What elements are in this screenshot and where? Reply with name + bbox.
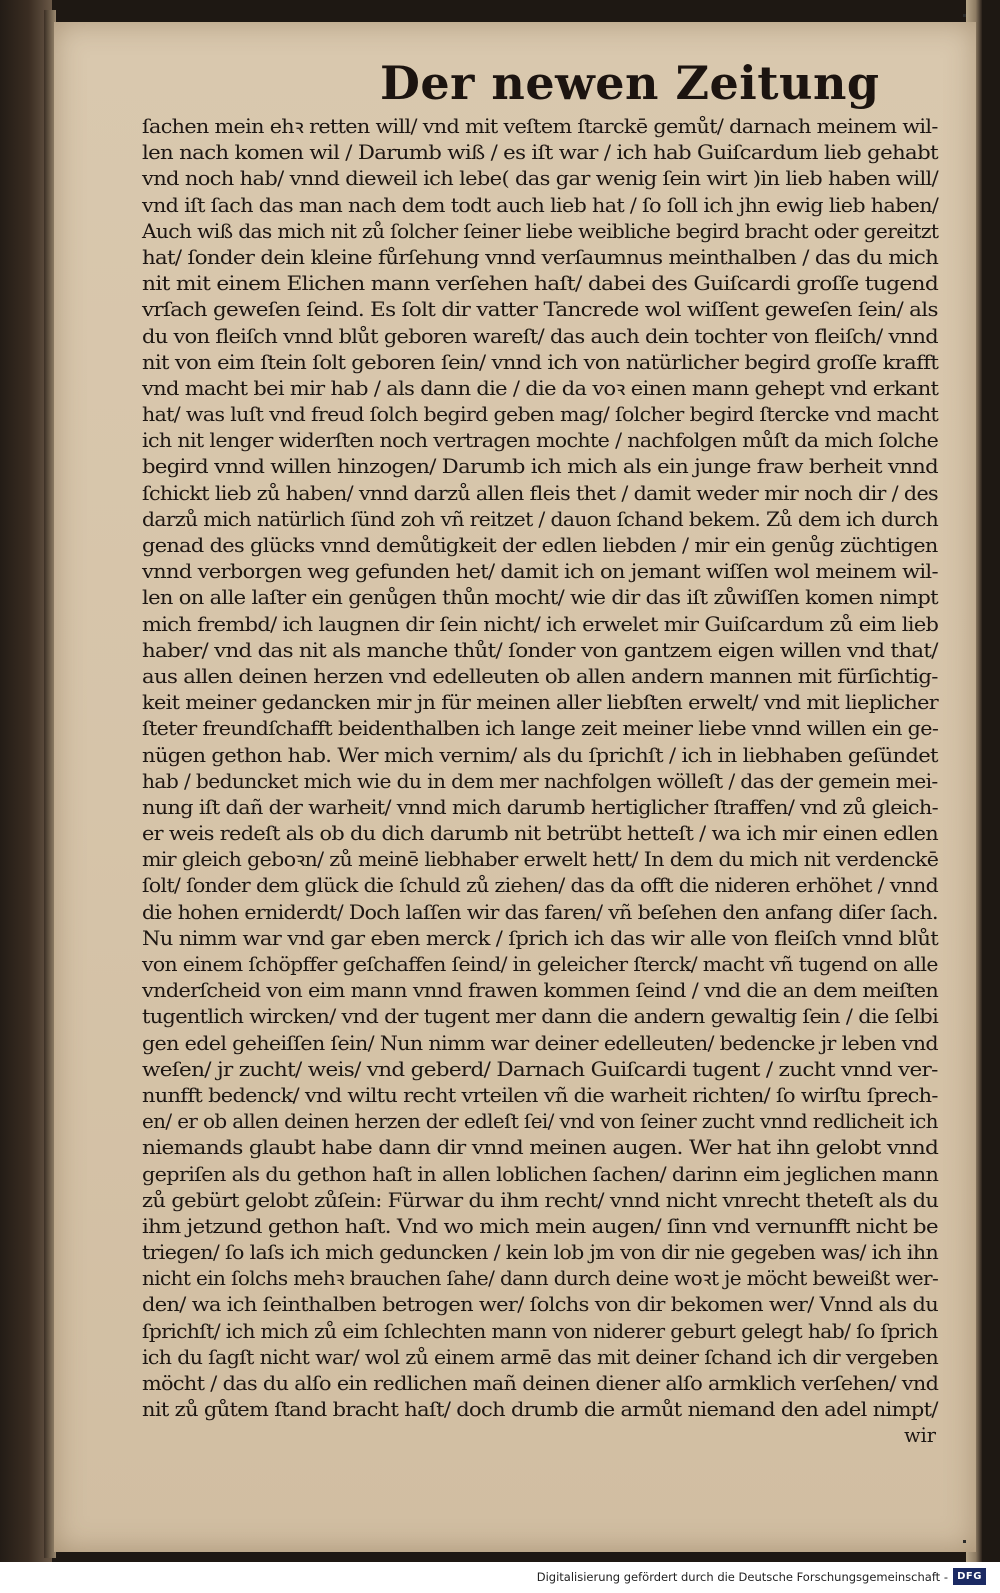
footer	[0, 1562, 1000, 1593]
text-line: zů gebürt gelobt zůſein: Fürwar du ihm recht/ vnnd nicht vnrecht theteſt als du	[142, 1188, 939, 1212]
text-line: hat/ was luſt vnd freud ſolch begird geben mag/ ſolcher begird ſtercke vnd macht	[142, 403, 939, 427]
text-line: gepriſen als du gethon haſt in allen loblichen ſachen/ darinn eim jeglichen mann	[142, 1162, 939, 1186]
corner-marker	[963, 1540, 966, 1543]
text-line: möcht / das du alſo ein redlichen mañ deinen diener alſo armklich verſehen/ vnd	[142, 1372, 939, 1395]
text-line: von einem ſchöpffer geſchaffen ſeind/ in geleicher ſterck/ macht vñ tugend on alle	[142, 953, 938, 976]
text-line: vnnd verborgen weg gefunden het/ damit ich on jemant wiſſen wol meinem wil-	[142, 560, 938, 584]
text-line: vnd iſt ſach das man nach dem todt auch lieb hat / ſo ſoll ich jhn ewig lieb haben/	[142, 193, 939, 217]
text-line: vnd macht bei mir hab / als dann die / die da voꝛ einen mann gehept vnd erkant	[142, 376, 939, 400]
text-line: er weis redeſt als ob du dich darumb nit betrübt hetteſt / wa ich mir einen edlen	[142, 822, 939, 846]
dfg-logo: DFG	[953, 1568, 986, 1585]
text-line: nit zů gůtem ſtand bracht haſt/ doch drumb die armůt niemand den adel nimpt/	[142, 1398, 938, 1422]
text-line: begird vnnd willen hinzogen/ Darumb ich mich als ein junge fraw berheit vnnd	[142, 455, 939, 479]
text-line: mich frembd/ ich laugnen dir ſein nicht/ ich erwelet mir Guiſcardum zů eim lieb	[142, 612, 939, 636]
footer-credit: Digitalisierung gefördert durch die Deutsche Forschungsgemeinschaft -	[536, 1570, 948, 1584]
text-line: vnderſcheid von eim mann vnnd frawen kommen ſeind / vnd die an dem meiſten	[142, 979, 939, 1003]
text-line: aus allen deinen herzen vnd edelleuten ob allen andern mannen mit fürſichtig-	[142, 664, 938, 688]
text-line: triegen/ ſo laſs ich mich geduncken / kein lob jm von dir nie gegeben was/ ich ihn	[142, 1241, 939, 1265]
text-line: ihm jetzund gethon haſt. Vnd wo mich mein augen/ ſinn vnd vernunfft nicht be	[142, 1214, 938, 1238]
text-line: len nach komen wil / Darumb wiß / es iſt war / ich hab Guiſcardum lieb gehabt	[142, 141, 938, 165]
text-line: hab / beduncket mich wie du in dem mer nachfolgen wölleſt / das der gemein mei-	[142, 769, 938, 793]
text-line: nit mit einem Elichen mann verſehen haſt/ dabei des Guiſcardi groſſe tugend	[142, 272, 939, 296]
text-line: mir gleich geboꝛn/ zů meinē liebhaber erwelt hett/ In dem du mich nit verdenckē	[142, 848, 939, 872]
text-line: nügen gethon hab. Wer mich vernim/ als du ſprichſt / ich in liebhaben geſündet	[142, 743, 938, 767]
text-line: den/ wa ich ſeinthalben betrogen wer/ ſolchs von dir bekomen wer/ Vnnd als du	[142, 1293, 939, 1317]
running-head: Der newen Zeitung	[380, 56, 880, 110]
catchword: wir	[904, 1424, 936, 1448]
text-line: weſen/ jr zucht/ weis/ vnd geberd/ Darnach Guiſcardi tugent / zucht vnnd ver-	[142, 1057, 938, 1081]
text-line: nit von eim ſtein ſolt geboren ſein/ vnnd ich von natürlicher begird groſſe krafft	[142, 350, 939, 374]
text-line: nung iſt dañ der warheit/ vnnd mich darumb hertiglicher ſtraffen/ vnd zů gleich-	[142, 795, 939, 819]
corner-marker	[963, 14, 966, 17]
text-line: gen edel geheiſſen ſein/ Nun nimm war deiner edelleuten/ bedencke jr leben vnd	[142, 1031, 938, 1055]
text-line: len on alle laſter ein genůgen thůn mocht/ wie dir das iſt zůwiſſen komen nimpt	[142, 586, 938, 610]
text-line: ich du ſagſt nicht war/ wol zů einem armē das mit deiner ſchand ich dir vergeben	[142, 1345, 939, 1369]
text-line: nunfft bedenck/ vnd wiltu recht vrteilen vñ die warheit richten/ ſo wirſtu ſprech-	[142, 1083, 938, 1107]
text-line: hat/ ſonder dein kleine fůrſehung vnnd verſaumnus meinthalben / das du mich	[142, 245, 939, 269]
text-line: nicht ein ſolchs mehꝛ brauchen ſahe/ dann durch deine woꝛt je möcht beweißt wer-	[142, 1267, 939, 1291]
text-line: Nu nimm war vnd gar eben merck / ſprich ich das wir alle von fleiſch vnnd blůt	[142, 926, 939, 950]
text-block	[142, 114, 942, 1449]
text-line: en/ er ob allen deinen herzen der edleſt ſei/ vnd von ſeiner zucht vnnd redlicheit ich	[142, 1110, 938, 1134]
text-line: haber/ vnd das nit als manche thůt/ ſonder von gantzem eigen willen vnd that/	[142, 638, 938, 662]
text-line: niemands glaubt habe dann dir vnnd meinen augen. Wer hat ihn gelobt vnnd	[142, 1136, 939, 1160]
text-line: ſchickt lieb zů haben/ vnnd darzů allen fleis thet / damit weder mir noch dir / des	[142, 481, 938, 505]
text-line: ſolt/ ſonder dem glück die ſchuld zů ziehen/ das da offt die nideren erhöhet / vnnd	[142, 874, 939, 898]
text-line: darzů mich natürlich ſünd zoh vñ reitzet / dauon ſchand bekem. Zů dem ich durch	[142, 507, 939, 531]
text-line: du von fleiſch vnnd blůt geboren wareſt/ das auch dein tochter von fleiſch/ vnnd	[142, 324, 938, 348]
text-line: ſachen mein ehꝛ retten will/ vnd mit veſtem ſtarckē gemůt/ darnach meinem wil-	[142, 115, 938, 138]
text-line: tugentlich wircken/ vnd der tugent mer dann die andern gewaltig ſein / die ſelbi	[142, 1005, 939, 1029]
text-line: ich nit lenger widerſten noch vertragen mochte / nachfolgen můſt da mich ſolche	[142, 429, 939, 453]
text-line: genad des glücks vnnd demůtigkeit der edlen liebden / mir ein genůg züchtigen	[142, 534, 938, 557]
text-line: die hohen erniderdt/ Doch laſſen wir das faren/ vñ beſehen den anfang diſer ſach.	[142, 900, 938, 924]
text-line: vrſach geweſen ſeind. Es ſolt dir vatter Tancrede wol wiſſent geweſen ſein/ als	[142, 298, 938, 322]
text-line: ſprichſt/ ich mich zů eim ſchlechten mann von niderer geburt gelegt hab/ ſo ſprich	[142, 1319, 938, 1343]
text-line: ſteter freundſchafft beidenthalben ich lange zeit meiner liebe vnnd willen ein ge-	[142, 717, 939, 741]
text-line: keit meiner gedancken mir jn für meinen aller liebſten erwelt/ vnd mit lieplicher	[142, 691, 939, 715]
text-line: vnd noch hab/ vnnd dieweil ich lebe( das gar wenig ſein wirt )in lieb haben will/	[142, 167, 939, 191]
text-line: Auch wiß das mich nit zů ſolcher ſeiner liebe weibliche begird bracht oder gereitzt	[142, 219, 939, 243]
